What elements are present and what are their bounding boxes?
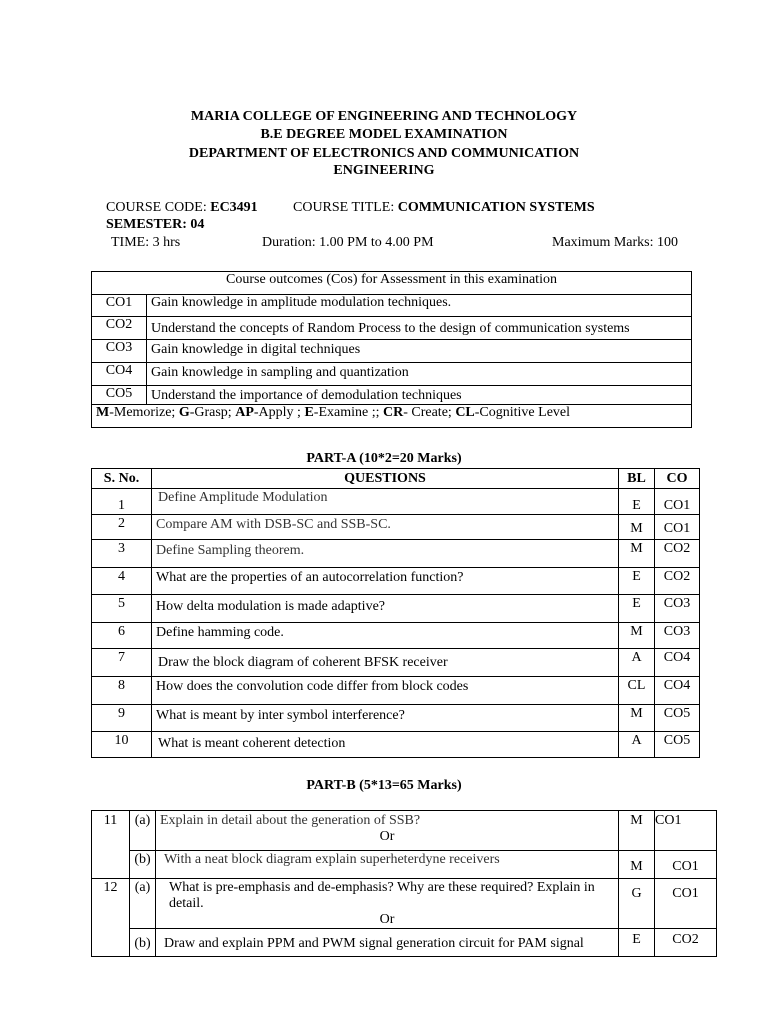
col-sno-header: S. No.	[92, 469, 152, 489]
question-number: 12	[92, 879, 130, 957]
table-row: (b) With a neat block diagram explain superheterdyne receivers M CO1	[92, 851, 717, 879]
department-line2: ENGINEERING	[333, 163, 435, 178]
table-row: 6 Define hamming code. M CO3	[92, 623, 700, 649]
col-co-header: CO	[655, 469, 700, 489]
table-row: 7 Draw the block diagram of coherent BFSK receiver A CO4	[92, 649, 700, 677]
outcome-row: CO5 Understand the importance of demodulation techniques	[92, 386, 692, 405]
table-row: 1 Define Amplitude Modulation E CO1	[92, 489, 700, 515]
table-row: 3 Define Sampling theorem. M CO2	[92, 540, 700, 568]
table-row: 2 Compare AM with DSB-SC and SSB-SC. M CO1	[92, 515, 700, 540]
semester: SEMESTER: 04	[106, 217, 205, 232]
outcome-row: CO4 Gain knowledge in sampling and quantization	[92, 363, 692, 386]
part-b-table	[91, 810, 717, 957]
table-row: 5 How delta modulation is made adaptive? E CO3	[92, 595, 700, 623]
table-row: 9 What is meant by inter symbol interference? M CO5	[92, 705, 700, 732]
col-bl-header: BL	[619, 469, 655, 489]
table-row: 4 What are the properties of an autocorrelation function? E CO2	[92, 568, 700, 595]
department-line1: DEPARTMENT OF ELECTRONICS AND COMMUNICATION	[188, 146, 580, 161]
exam-duration: Duration: 1.00 PM to 4.00 PM	[262, 235, 434, 250]
table-row: 8 How does the convolution code differ from block codes CL CO4	[92, 677, 700, 705]
course-outcomes-table	[91, 271, 692, 428]
part-a-table	[91, 468, 700, 758]
outcome-row: CO2 Understand the concepts of Random Process to the design of communication systems	[92, 317, 692, 340]
table-row: (b) Draw and explain PPM and PWM signal generation circuit for PAM signal E CO2	[92, 929, 717, 957]
course-code: COURSE CODE: EC3491	[106, 200, 258, 215]
table-row: 12 (a) What is pre-emphasis and de-emphasis? Why are these required? Explain in detail. Or G CO1	[92, 879, 717, 929]
or-label: Or	[379, 829, 395, 844]
part-a-title: PART-A (10*2=20 Marks)	[306, 451, 462, 466]
question-number: 11	[92, 811, 130, 879]
col-questions-header: QUESTIONS	[152, 469, 619, 489]
max-marks: Maximum Marks: 100	[552, 235, 678, 250]
table-row: 11 (a) Explain in detail about the generation of SSB? Or M CO1	[92, 811, 717, 851]
part-b-title: PART-B (5*13=65 Marks)	[306, 778, 462, 793]
college-name: MARIA COLLEGE OF ENGINEERING AND TECHNOLOGY	[190, 109, 578, 124]
exam-title: B.E DEGREE MODEL EXAMINATION	[260, 127, 508, 142]
outcome-row: CO3 Gain knowledge in digital techniques	[92, 340, 692, 363]
table-row: 10 What is meant coherent detection A CO5	[92, 732, 700, 758]
bloom-legend: M-Memorize; G-Grasp; AP-Apply ; E-Examine ;; CR- Create; CL-Cognitive Level	[92, 405, 692, 428]
or-label: Or	[379, 912, 395, 927]
exam-time: TIME: 3 hrs	[111, 235, 181, 250]
outcome-row: CO1 Gain knowledge in amplitude modulation techniques.	[92, 295, 692, 317]
course-title: COURSE TITLE: COMMUNICATION SYSTEMS	[293, 200, 595, 215]
outcomes-heading: Course outcomes (Cos) for Assessment in this examination	[92, 272, 692, 295]
